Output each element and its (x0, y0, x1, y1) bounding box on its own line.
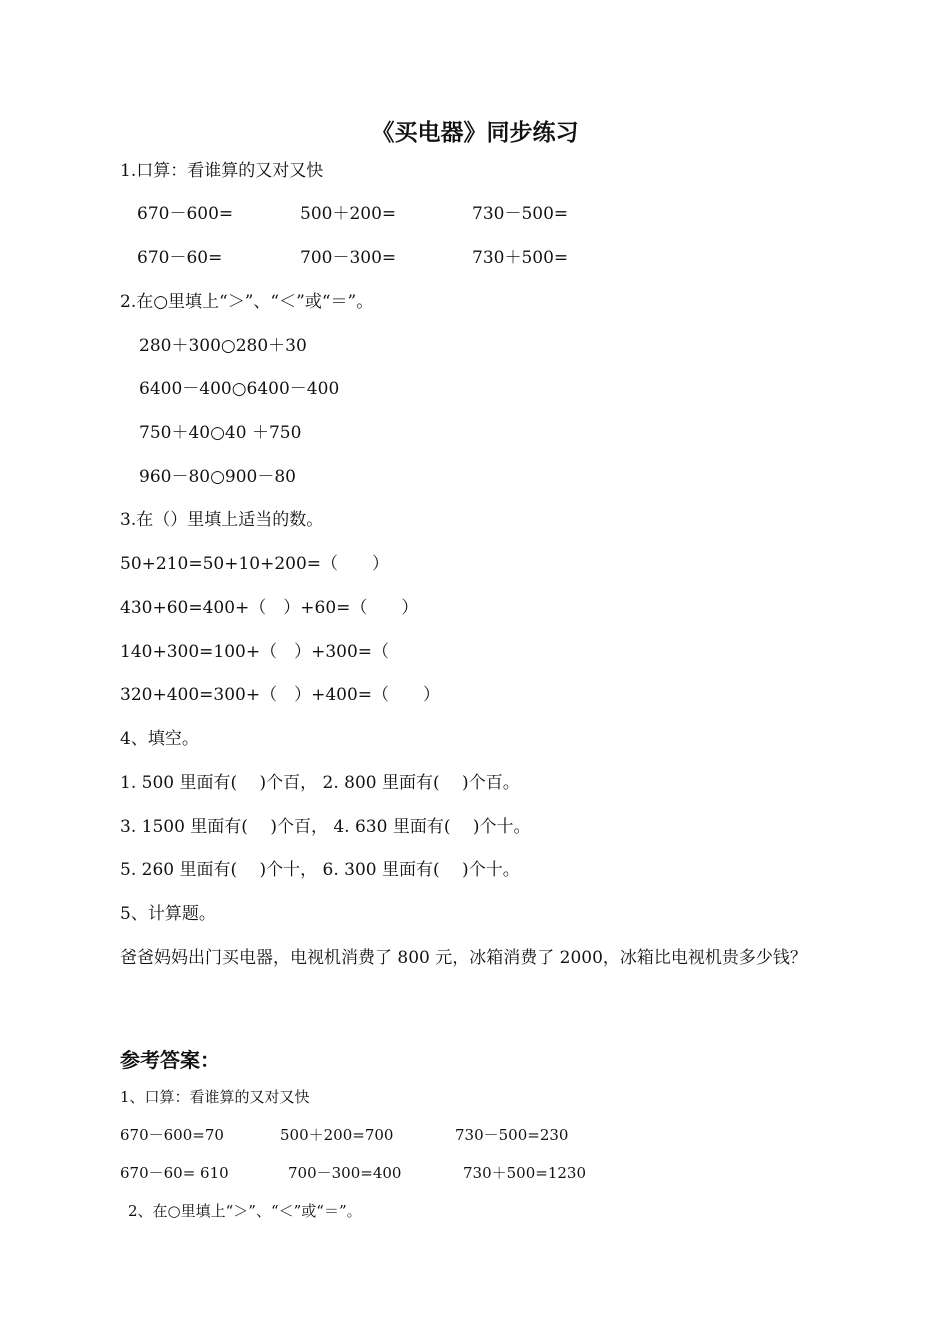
q2-item: 960－80○900－80 (139, 467, 296, 487)
q4-item: 3. 1500 里面有( )个百， 4. 630 里面有( )个十。 (120, 817, 531, 837)
q1-item: 730－500= (472, 204, 569, 224)
q1-item: 670－60= (137, 248, 223, 268)
a1-item: 730－500=230 (455, 1126, 569, 1144)
q4-item: 5. 260 里面有( )个十， 6. 300 里面有( )个十。 (120, 860, 520, 880)
q3-item: 50+210=50+10+200=（ ） (120, 554, 390, 574)
q4-item: 1. 500 里面有( )个百， 2. 800 里面有( )个百。 (120, 773, 520, 793)
q3-item: 430+60=400+（ ）+60=（ ） (120, 598, 419, 618)
q1-heading: 1.口算：看谁算的又对又快 (120, 161, 324, 181)
answers-heading: 参考答案： (120, 1048, 220, 1072)
q2-item: 280＋300○280＋30 (139, 336, 307, 356)
q3-item: 320+400=300+（ ）+400=（ ） (120, 685, 441, 705)
q1-item: 500＋200= (300, 204, 397, 224)
q1-item: 730＋500= (472, 248, 569, 268)
a2-heading: 2、在○里填上“＞”、“＜”或“＝”。 (128, 1202, 362, 1220)
a1-item: 670－60= 610 (120, 1164, 229, 1182)
a1-heading: 1、口算：看谁算的又对又快 (120, 1088, 310, 1106)
q3-heading: 3.在（）里填上适当的数。 (120, 510, 324, 530)
q5-problem: 爸爸妈妈出门买电器，电视机消费了 800 元，冰箱消费了 2000，冰箱比电视机贵多少钱？ (120, 948, 807, 968)
page-title: 《买电器》同步练习 (371, 120, 579, 146)
q1-item: 670－600= (137, 204, 234, 224)
a1-item: 670－600=70 (120, 1126, 224, 1144)
q3-item: 140+300=100+（ ）+300=（ (120, 642, 390, 662)
q2-heading: 2.在○里填上“＞”、“＜”或“＝”。 (120, 292, 374, 312)
a1-item: 730＋500=1230 (463, 1164, 587, 1182)
a1-item: 500＋200=700 (280, 1126, 394, 1144)
q1-item: 700－300= (300, 248, 397, 268)
a1-item: 700－300=400 (288, 1164, 402, 1182)
q4-heading: 4、填空。 (120, 729, 199, 749)
q2-item: 6400－400○6400－400 (139, 379, 340, 399)
q2-item: 750＋40○40 ＋750 (139, 423, 302, 443)
q5-heading: 5、计算题。 (120, 904, 216, 924)
